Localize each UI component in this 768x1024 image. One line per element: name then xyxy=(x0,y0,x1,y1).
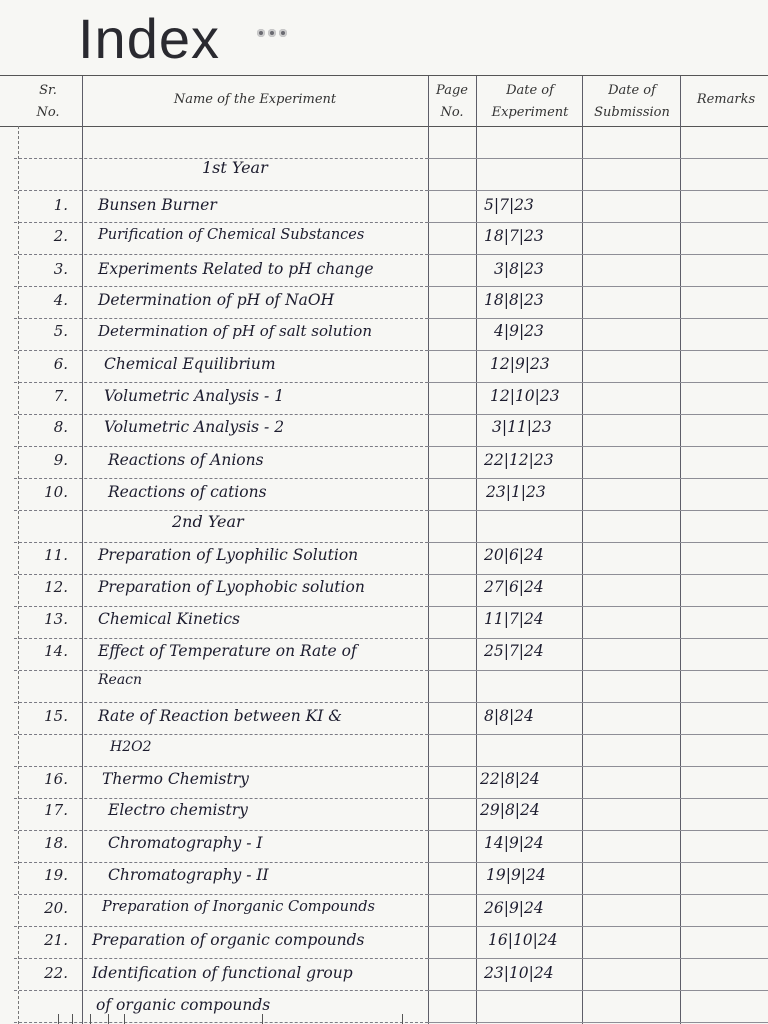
ruled-line xyxy=(428,670,768,671)
tick-mark xyxy=(402,1014,403,1024)
ruled-line xyxy=(428,894,768,895)
dotted-writing-line xyxy=(14,478,428,479)
ruled-line xyxy=(428,382,768,383)
row-4-sr: 4. xyxy=(53,291,68,309)
row-10-sr: 10. xyxy=(44,483,68,501)
header-remarks: Remarks xyxy=(696,92,756,107)
row-3-sr: 3. xyxy=(53,260,68,278)
ruled-line xyxy=(428,830,768,831)
row-9-sr: 9. xyxy=(53,451,68,469)
dotted-writing-line xyxy=(14,990,428,991)
page-title: Index xyxy=(78,7,220,70)
row-12-date: 27|6|24 xyxy=(484,578,544,596)
dotted-writing-line xyxy=(14,958,428,959)
row-12-sr: 12. xyxy=(44,578,68,596)
row-19-name: Chromatography - II xyxy=(108,866,269,884)
header-experiment-name: Name of the Experiment xyxy=(173,92,337,107)
row-19-date: 19|9|24 xyxy=(486,866,546,884)
row-16-date: 22|8|24 xyxy=(480,770,540,788)
ruled-line xyxy=(428,606,768,607)
row-17-sr: 17. xyxy=(44,801,68,819)
row-20-sr: 20. xyxy=(44,899,68,917)
dotted-writing-line xyxy=(14,510,428,511)
ruled-line xyxy=(428,350,768,351)
row-15-name-cont: H2O2 xyxy=(110,739,152,755)
row-18-name: Chromatography - I xyxy=(108,834,263,852)
dotted-writing-line xyxy=(14,798,428,799)
row-5-sr: 5. xyxy=(53,322,68,340)
row-15-date: 8|8|24 xyxy=(484,707,534,725)
row-22-name-cont: of organic compounds xyxy=(96,996,271,1014)
header-date-of-submission: Date of Submission xyxy=(594,83,670,120)
row-9-date: 22|12|23 xyxy=(484,451,554,469)
ruled-line xyxy=(428,734,768,735)
row-14-sr: 14. xyxy=(44,642,68,660)
tick-mark xyxy=(262,1014,263,1024)
dotted-writing-line xyxy=(14,638,428,639)
row-15-name: Rate of Reaction between KI & xyxy=(98,707,343,725)
section-second-year: 2nd Year xyxy=(172,512,244,531)
row-11-name: Preparation of Lyophilic Solution xyxy=(98,546,359,564)
dotted-writing-line xyxy=(14,734,428,735)
row-18-sr: 18. xyxy=(44,834,68,852)
dotted-writing-line xyxy=(14,862,428,863)
ruled-line xyxy=(428,638,768,639)
dotted-writing-line xyxy=(14,606,428,607)
dotted-writing-line xyxy=(14,670,428,671)
row-17-date: 29|8|24 xyxy=(480,801,540,819)
row-6-name: Chemical Equilibrium xyxy=(104,355,276,373)
dotted-writing-line xyxy=(14,830,428,831)
dotted-writing-line xyxy=(14,286,428,287)
row-21-date: 16|10|24 xyxy=(488,931,558,949)
row-10-date: 23|1|23 xyxy=(486,483,546,501)
row-14-name-cont: Reacn xyxy=(98,672,143,688)
ruled-line xyxy=(428,990,768,991)
row-6-date: 12|9|23 xyxy=(490,355,550,373)
tick-mark xyxy=(124,1014,125,1024)
ruled-line xyxy=(428,414,768,415)
row-6-sr: 6. xyxy=(53,355,68,373)
row-8-date: 3|11|23 xyxy=(492,418,552,436)
ruled-line xyxy=(428,222,768,223)
row-13-name: Chemical Kinetics xyxy=(98,610,240,628)
row-11-date: 20|6|24 xyxy=(484,546,544,564)
dotted-writing-line xyxy=(14,350,428,351)
header-date-of-experiment: Date of Experiment xyxy=(491,83,569,120)
row-12-name: Preparation of Lyophobic solution xyxy=(98,578,365,596)
ruled-line xyxy=(428,254,768,255)
row-20-name: Preparation of Inorganic Compounds xyxy=(102,899,375,915)
title-dots-icon xyxy=(257,29,287,37)
row-1-sr: 1. xyxy=(53,196,68,214)
ruled-line xyxy=(428,286,768,287)
row-5-name: Determination of pH of salt solution xyxy=(98,322,372,340)
row-16-name: Thermo Chemistry xyxy=(102,770,249,788)
row-21-name: Preparation of organic compounds xyxy=(92,931,365,949)
ruled-line xyxy=(428,190,768,191)
row-5-date: 4|9|23 xyxy=(494,322,544,340)
row-10-name: Reactions of cations xyxy=(108,483,267,501)
row-2-sr: 2. xyxy=(53,227,68,245)
ruled-line xyxy=(428,862,768,863)
row-7-name: Volumetric Analysis - 1 xyxy=(104,387,285,405)
header-bottom-border xyxy=(0,126,768,127)
ruled-line xyxy=(428,542,768,543)
ruled-line xyxy=(428,1022,768,1023)
tick-mark xyxy=(58,1014,59,1024)
dotted-writing-line xyxy=(14,254,428,255)
ruled-line xyxy=(428,478,768,479)
dotted-writing-line xyxy=(14,1022,428,1023)
row-2-name: Purification of Chemical Substances xyxy=(98,227,365,243)
row-2-date: 18|7|23 xyxy=(484,227,544,245)
row-9-name: Reactions of Anions xyxy=(108,451,264,469)
ruled-line xyxy=(428,510,768,511)
ruled-line xyxy=(428,958,768,959)
dotted-writing-line xyxy=(14,574,428,575)
row-22-date: 23|10|24 xyxy=(484,964,554,982)
ruled-line xyxy=(428,766,768,767)
row-4-name: Determination of pH of NaOH xyxy=(98,291,335,309)
row-3-date: 3|8|23 xyxy=(494,260,544,278)
header-top-border xyxy=(0,75,768,76)
row-21-sr: 21. xyxy=(44,931,68,949)
ruled-line xyxy=(428,926,768,927)
row-13-sr: 13. xyxy=(44,610,68,628)
row-17-name: Electro chemistry xyxy=(108,801,248,819)
ruled-line xyxy=(428,574,768,575)
header-page-no: Page No. xyxy=(436,83,468,120)
tick-mark xyxy=(90,1014,91,1024)
dotted-writing-line xyxy=(14,414,428,415)
row-1-date: 5|7|23 xyxy=(484,196,534,214)
column-divider-name xyxy=(428,76,429,1024)
column-divider-page xyxy=(476,76,477,1024)
dotted-writing-line xyxy=(14,318,428,319)
dotted-writing-line xyxy=(14,894,428,895)
column-divider-date-sub xyxy=(680,76,681,1024)
dotted-writing-line xyxy=(14,382,428,383)
row-8-sr: 8. xyxy=(53,418,68,436)
row-13-date: 11|7|24 xyxy=(484,610,544,628)
dotted-writing-line xyxy=(14,702,428,703)
dotted-writing-line xyxy=(14,222,428,223)
row-14-name: Effect of Temperature on Rate of xyxy=(98,642,357,660)
column-divider-sr xyxy=(82,76,83,1024)
ruled-line xyxy=(428,318,768,319)
row-16-sr: 16. xyxy=(44,770,68,788)
row-7-date: 12|10|23 xyxy=(490,387,560,405)
tick-mark xyxy=(72,1014,73,1024)
row-11-sr: 11. xyxy=(44,546,68,564)
row-4-date: 18|8|23 xyxy=(484,291,544,309)
header-sr-no: Sr. No. xyxy=(36,83,60,120)
section-first-year: 1st Year xyxy=(202,158,268,177)
ruled-line xyxy=(428,798,768,799)
dotted-writing-line xyxy=(14,446,428,447)
row-15-sr: 15. xyxy=(44,707,68,725)
dotted-writing-line xyxy=(14,926,428,927)
row-22-sr: 22. xyxy=(44,964,68,982)
ruled-line xyxy=(428,702,768,703)
row-18-date: 14|9|24 xyxy=(484,834,544,852)
tick-mark xyxy=(108,1014,109,1024)
dotted-writing-line xyxy=(14,542,428,543)
row-3-name: Experiments Related to pH change xyxy=(98,260,374,278)
ruled-line xyxy=(428,158,768,159)
ruled-line xyxy=(428,446,768,447)
dotted-writing-line xyxy=(14,190,428,191)
row-14-date: 25|7|24 xyxy=(484,642,544,660)
row-7-sr: 7. xyxy=(53,387,68,405)
row-8-name: Volumetric Analysis - 2 xyxy=(104,418,285,436)
row-19-sr: 19. xyxy=(44,866,68,884)
dotted-writing-line xyxy=(14,766,428,767)
row-1-name: Bunsen Burner xyxy=(98,196,217,214)
row-22-name: Identification of functional group xyxy=(92,964,353,982)
row-20-date: 26|9|24 xyxy=(484,899,544,917)
